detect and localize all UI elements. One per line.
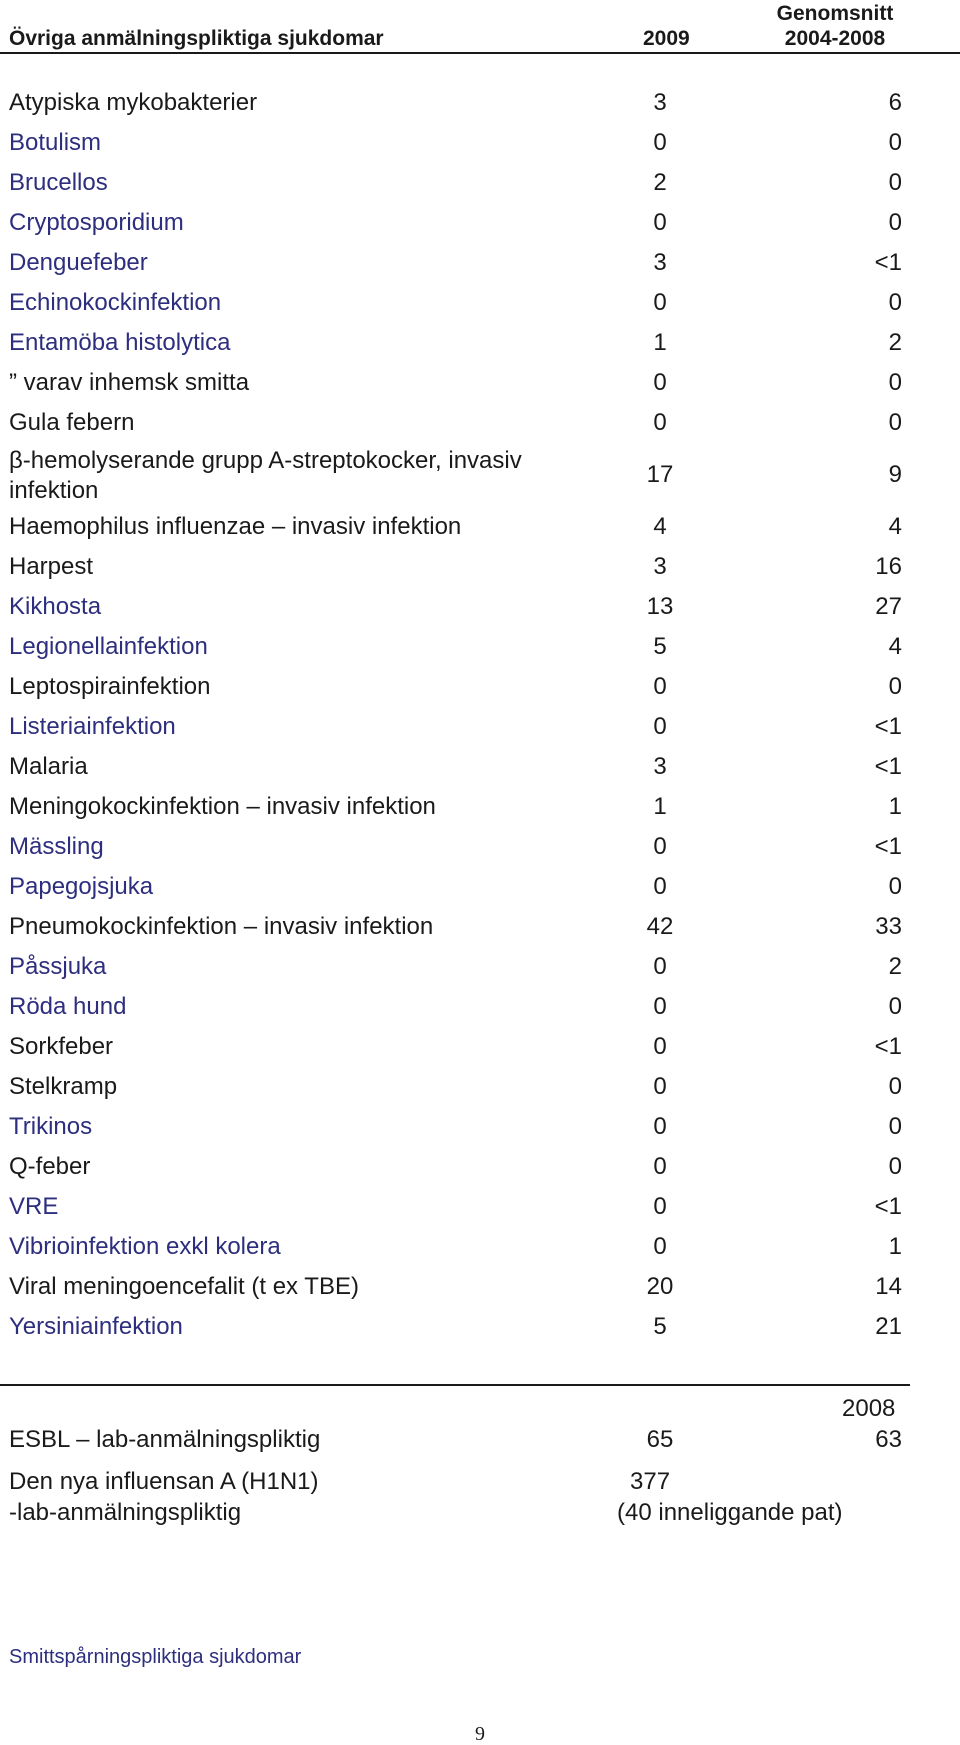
disease-name: Malaria — [9, 753, 88, 780]
table-row — [0, 124, 960, 164]
row-value-2009: 0 — [653, 1113, 667, 1140]
row-value-average: <1 — [874, 249, 902, 276]
smittsparning-link[interactable]: Smittspårningspliktiga sjukdomar — [9, 1646, 302, 1668]
row-value-2009: 2 — [653, 169, 667, 196]
disease-name: Meningokockinfektion – invasiv infektion — [9, 793, 436, 820]
row-value-2009: 0 — [653, 873, 667, 900]
row-value-average: <1 — [874, 1033, 902, 1060]
table-row — [0, 1028, 960, 1068]
table-row — [0, 828, 960, 868]
table-row — [0, 1308, 960, 1348]
row-value-average: 0 — [888, 369, 902, 396]
row-value-2009: 0 — [653, 1193, 667, 1220]
row-value-average: 33 — [875, 913, 902, 940]
section-divider — [0, 1384, 910, 1386]
row-value-average: 0 — [888, 873, 902, 900]
table-row — [0, 908, 960, 948]
table-row — [0, 708, 960, 748]
disease-link[interactable]: Yersiniainfektion — [9, 1313, 183, 1340]
table-row — [0, 204, 960, 244]
row-value-average: 0 — [888, 993, 902, 1020]
row-value-average: 9 — [888, 461, 902, 488]
row-value-2009: 4 — [653, 513, 667, 540]
row-value-2009: 42 — [646, 913, 674, 940]
table-row — [0, 788, 960, 828]
table-row-h1n1-name — [9, 1466, 319, 1528]
row-value-2009: 3 — [653, 249, 667, 276]
h1n1-value-line2: (40 inneliggande pat) — [617, 1499, 843, 1526]
row-value-average: 0 — [888, 209, 902, 236]
disease-link[interactable]: Botulism — [9, 129, 102, 156]
disease-link[interactable]: Trikinos — [9, 1113, 93, 1140]
table-row — [0, 668, 960, 708]
table-row — [0, 628, 960, 668]
disease-link[interactable]: Vibrioinfektion exkl kolera — [9, 1233, 281, 1260]
table-row — [0, 948, 960, 988]
table-row-h1n1-value — [600, 1466, 900, 1528]
column-header-average-line2: 2004-2008 — [784, 27, 886, 50]
disease-link[interactable]: Echinokockinfektion — [9, 289, 222, 316]
table-row — [0, 508, 960, 548]
disease-name: Sorkfeber — [9, 1033, 114, 1060]
disease-name: Harpest — [9, 553, 94, 580]
table-row — [0, 364, 960, 404]
row-value-2009: 0 — [653, 409, 667, 436]
disease-link[interactable]: Listeriainfektion — [9, 713, 176, 740]
table-row — [0, 1148, 960, 1188]
disease-link[interactable]: Cryptosporidium — [9, 209, 184, 236]
disease-link[interactable]: Brucellos — [9, 169, 108, 196]
row-value-average: 1 — [888, 1233, 902, 1260]
table-row — [0, 284, 960, 324]
table-row — [0, 1108, 960, 1148]
row-value-average: 14 — [875, 1273, 902, 1300]
column-header-average-line1: Genomsnitt — [776, 2, 894, 25]
row-value-2009: 5 — [653, 1313, 667, 1340]
disease-name: Pneumokockinfektion – invasiv infektion — [9, 913, 434, 940]
row-value-2009: 0 — [653, 1073, 667, 1100]
row-name: ESBL – lab-anmälningspliktig — [9, 1426, 321, 1453]
table-row — [0, 988, 960, 1028]
row-value-average: 4 — [888, 513, 902, 540]
row-value-2009: 0 — [653, 713, 667, 740]
row-value-2009: 0 — [653, 1153, 667, 1180]
row-value-average: 4 — [888, 633, 902, 660]
row-value-2009: 0 — [653, 953, 667, 980]
row-value-average: 1 — [888, 793, 902, 820]
table-row — [0, 1188, 960, 1228]
disease-link[interactable]: Papegojsjuka — [9, 873, 154, 900]
row-value-2009: 17 — [646, 461, 674, 488]
row-value-average: 2 — [888, 953, 902, 980]
disease-link[interactable]: Entamöba histolytica — [9, 329, 231, 356]
row-value-2009: 3 — [653, 553, 667, 580]
disease-name: Stelkramp — [9, 1073, 118, 1100]
disease-name: Viral meningoencefalit (t ex TBE) — [9, 1273, 359, 1300]
table-row — [0, 164, 960, 204]
row-value-average: 16 — [875, 553, 902, 580]
row-value-average: 27 — [875, 593, 902, 620]
table-row — [0, 324, 960, 364]
row-value-average: 0 — [888, 289, 902, 316]
disease-link[interactable]: Legionellainfektion — [9, 633, 208, 660]
row-value-2009: 3 — [653, 753, 667, 780]
column-header-average — [765, 1, 905, 51]
row-value-average: 0 — [888, 169, 902, 196]
column-header-2009: 2009 — [643, 27, 690, 50]
disease-name: Atypiska mykobakterier — [9, 89, 258, 116]
table-header — [0, 0, 960, 54]
h1n1-value-line1: 377 — [630, 1468, 671, 1495]
table-row — [0, 588, 960, 628]
row-value-2009: 0 — [653, 209, 667, 236]
row-value-2009: 0 — [653, 1033, 667, 1060]
disease-link[interactable]: Kikhosta — [9, 593, 102, 620]
table-row — [0, 1268, 960, 1308]
row-value-average: 0 — [888, 129, 902, 156]
row-value-2009: 1 — [653, 329, 667, 356]
table-row — [0, 1068, 960, 1108]
disease-link[interactable]: Påssjuka — [9, 953, 107, 980]
disease-link[interactable]: Röda hund — [9, 993, 127, 1020]
h1n1-name-line1: Den nya influensan A (H1N1) — [9, 1468, 319, 1495]
disease-link[interactable]: Denguefeber — [9, 249, 148, 276]
row-value-average: 21 — [875, 1313, 902, 1340]
row-value-2009: 0 — [653, 673, 667, 700]
table-row — [0, 244, 960, 284]
disease-name: ” varav inhemsk smitta — [9, 369, 250, 396]
disease-name: Haemophilus influenzae – invasiv infektion — [9, 513, 462, 540]
row-value-average: 2 — [888, 329, 902, 356]
page-number: 9 — [475, 1723, 485, 1745]
row-value-2009: 65 — [646, 1426, 674, 1453]
table-row — [0, 1228, 960, 1268]
disease-name: Gula febern — [9, 409, 135, 436]
row-value-average: 6 — [888, 89, 902, 116]
row-value-average: <1 — [874, 833, 902, 860]
table-row — [0, 404, 960, 444]
row-value-2009: 0 — [653, 289, 667, 316]
row-value-2009: 0 — [653, 369, 667, 396]
row-value-average: <1 — [874, 1193, 902, 1220]
row-value-average: <1 — [874, 753, 902, 780]
row-value-2009: 1 — [653, 793, 667, 820]
row-value-average: 0 — [888, 409, 902, 436]
disease-link[interactable]: Mässling — [9, 833, 104, 860]
row-value-average: 0 — [888, 1113, 902, 1140]
disease-name: β-hemolyserande grupp A-streptokocker, invasiv infektion — [9, 447, 522, 504]
disease-link[interactable]: VRE — [9, 1193, 59, 1220]
row-value-2009: 20 — [646, 1273, 674, 1300]
table-row — [0, 84, 960, 124]
row-value-2008: 63 — [875, 1426, 902, 1453]
disease-name: Q-feber — [9, 1153, 91, 1180]
disease-name: Leptospirainfektion — [9, 673, 211, 700]
row-value-2009: 0 — [653, 833, 667, 860]
row-value-2009: 0 — [653, 1233, 667, 1260]
row-value-average: 0 — [888, 673, 902, 700]
table-row — [0, 868, 960, 908]
table-row — [0, 444, 960, 508]
h1n1-name-line2: -lab-anmälningspliktig — [9, 1499, 242, 1526]
row-value-2009: 5 — [653, 633, 667, 660]
row-value-2009: 13 — [646, 593, 674, 620]
column-header-2008: 2008 — [842, 1395, 896, 1422]
row-value-average: 0 — [888, 1153, 902, 1180]
table-row — [0, 548, 960, 588]
row-value-2009: 0 — [653, 993, 667, 1020]
row-value-average: <1 — [874, 713, 902, 740]
disease-table-body — [0, 84, 960, 1348]
row-value-average: 0 — [888, 1073, 902, 1100]
row-value-2009: 0 — [653, 129, 667, 156]
row-value-2009: 3 — [653, 89, 667, 116]
table-title: Övriga anmälningspliktiga sjukdomar — [9, 27, 384, 50]
table-row — [0, 748, 960, 788]
